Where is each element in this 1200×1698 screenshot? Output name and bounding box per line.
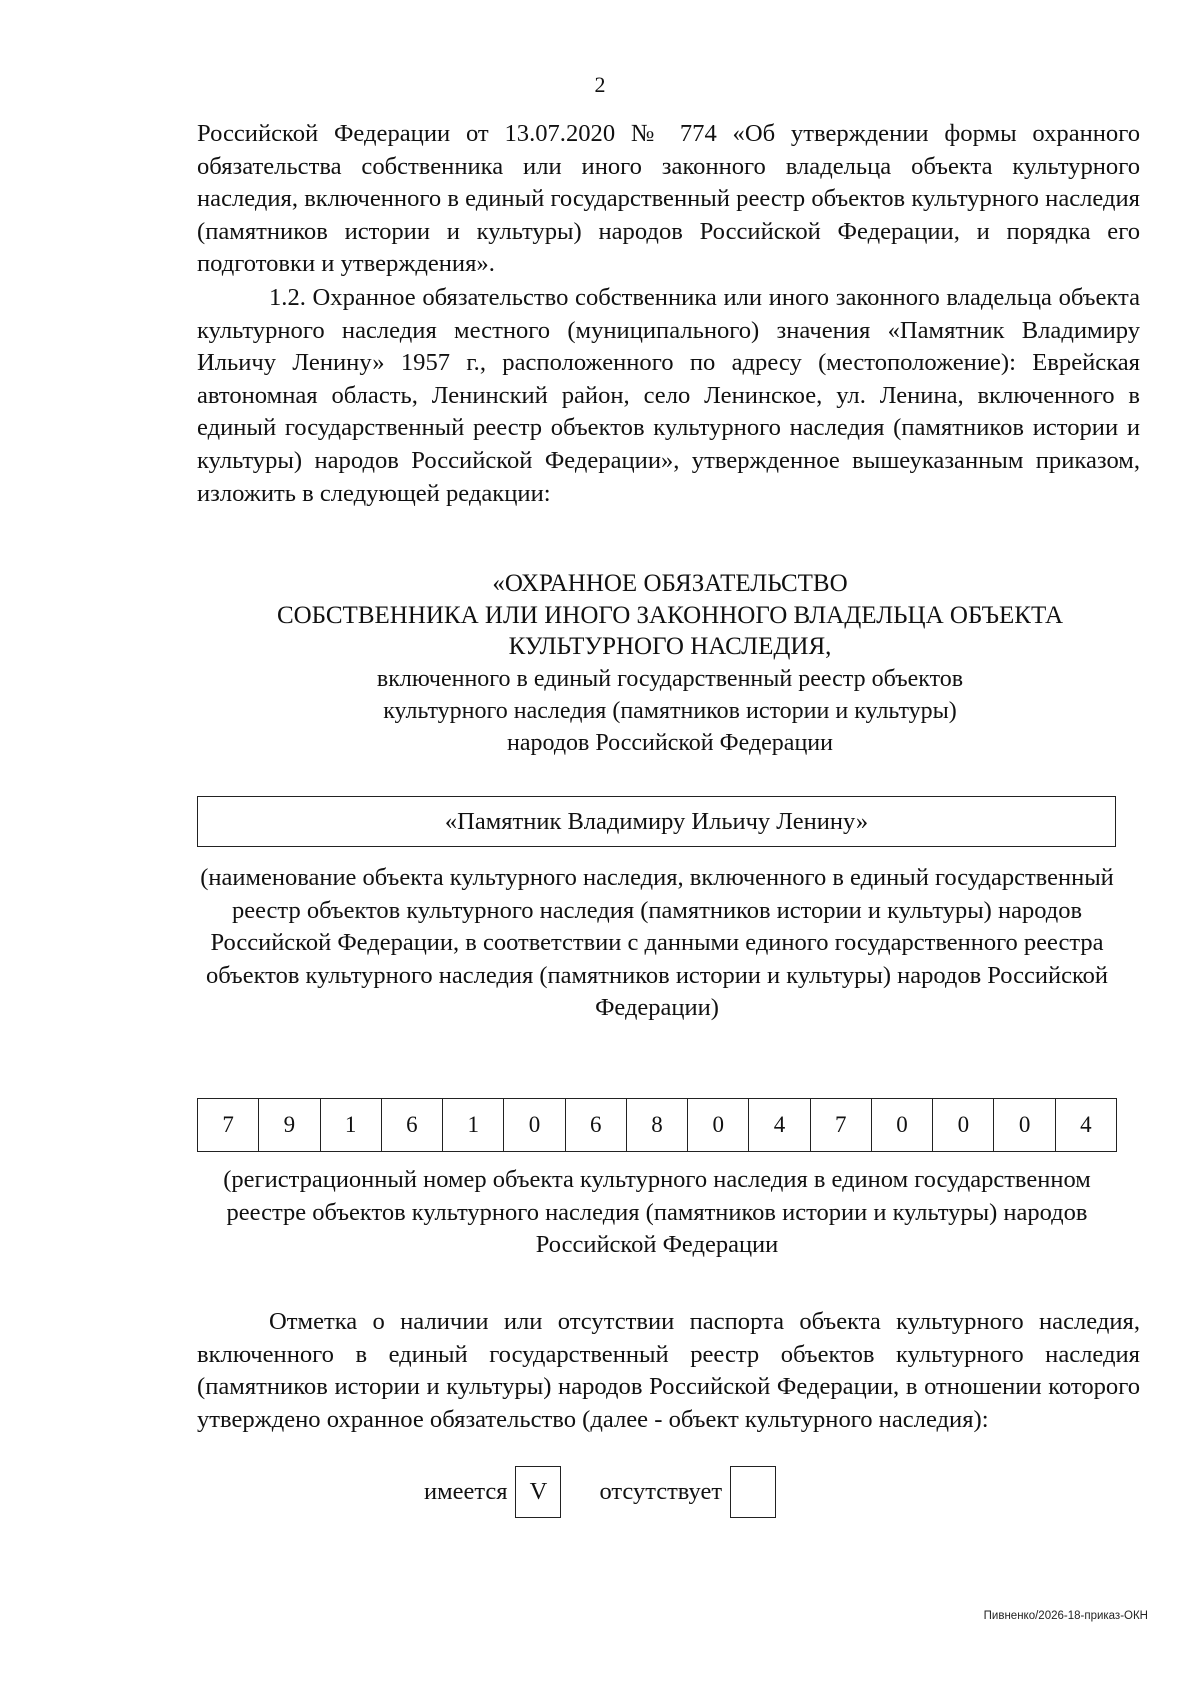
title-line-1: «ОХРАННОЕ ОБЯЗАТЕЛЬСТВО	[492, 570, 848, 597]
page-number: 2	[594, 72, 606, 97]
document-footer-code: Пивненко/2026-18-приказ-ОКН	[983, 1610, 1148, 1622]
passport-check-row	[0, 1466, 1200, 1518]
reg-digit-cell: 8	[627, 1099, 688, 1151]
reg-digit-cell: 6	[382, 1099, 443, 1151]
reg-digit-cell: 0	[688, 1099, 749, 1151]
reg-digit-cell: 1	[321, 1099, 382, 1151]
title-line-2: СОБСТВЕННИКА ИЛИ ИНОГО ЗАКОННОГО ВЛАДЕЛЬЦА ОБЪЕКТА	[276, 601, 1064, 629]
passport-present-label: имеется	[423, 1478, 508, 1505]
reg-digit-cell: 7	[198, 1099, 259, 1151]
title-line-5: культурного наследия (памятников истории и культуры)	[383, 697, 957, 724]
reg-digit-cell: 7	[811, 1099, 872, 1151]
paragraph-intro-continuation: Российской Федерации от 13.07.2020 № 774 «Об утверждении формы охранного обязательства собственника или иного законного владельца объекта культурного наследия, включенного в единый государственный реестр объектов культурного наследия (памятников истории и культуры) народов Российской Федерации, и порядка его подготовки и утверждения».	[197, 120, 1140, 278]
reg-digit-cell: 4	[1080, 1112, 1092, 1137]
object-name: «Памятник Владимиру Ильичу Ленину»	[444, 807, 869, 835]
reg-digit-cell: 9	[259, 1099, 320, 1151]
reg-digit-cell: 0	[872, 1099, 933, 1151]
registration-number-caption: (регистрационный номер объекта культурного наследия в едином государственном реестре объектов культурного наследия (памятников истории и культуры) народов Российской Федерации	[223, 1166, 1091, 1259]
object-name-box	[197, 796, 1116, 847]
reg-digit-cell: 0	[994, 1099, 1055, 1151]
reg-digit-cell: 0	[504, 1099, 565, 1151]
title-line-4: включенного в единый государственный реестр объектов	[376, 665, 964, 692]
reg-digit-cell: 6	[566, 1099, 627, 1151]
passport-absent-label: отсутствует	[599, 1478, 723, 1505]
passport-present-checkbox[interactable]: V	[515, 1466, 561, 1518]
reg-digit-cell: 1	[443, 1099, 504, 1151]
paragraph-1-2: 1.2. Охранное обязательство собственника или иного законного владельца объекта культурного наследия местного (муниципального) значения «Памятник Владимиру Ильичу Ленину» 1957 г., расположенного по адресу (местоположение): Еврейская автономная область, Ленинский район, село Ленинское, ул. Ленина, включенного в единый государственный реестр объектов культурного наследия (памятников истории и культуры) народов Российской Федерации», утвержденное вышеуказанным приказом, изложить в следующей редакции:	[197, 284, 1140, 507]
reg-digit-cell: 0	[933, 1099, 994, 1151]
reg-digit-cell: 4	[749, 1099, 810, 1151]
passport-absent-checkbox[interactable]	[730, 1466, 776, 1518]
registration-number-grid	[197, 1098, 1117, 1152]
paragraph-passport-mark: Отметка о наличии или отсутствии паспорта объекта культурного наследия, включенного в единый государственный реестр объектов культурного наследия (памятников истории и культуры) народов Российской Федерации, в отношении которого утверждено охранное обязательство (далее - объект культурного наследия):	[197, 1308, 1140, 1433]
title-line-3: КУЛЬТУРНОГО НАСЛЕДИЯ,	[508, 633, 832, 660]
object-name-caption: (наименование объекта культурного наследия, включенного в единый государственный реестр объектов культурного наследия (памятников истории и культуры) народов Российской Федерации, в соответствии с данными единого государственного реестра объектов культурного наследия (памятников истории и культуры) народов Российской Федерации)	[200, 864, 1114, 1022]
document-title	[180, 568, 1160, 759]
title-line-6: народов Российской Федерации	[507, 729, 833, 756]
